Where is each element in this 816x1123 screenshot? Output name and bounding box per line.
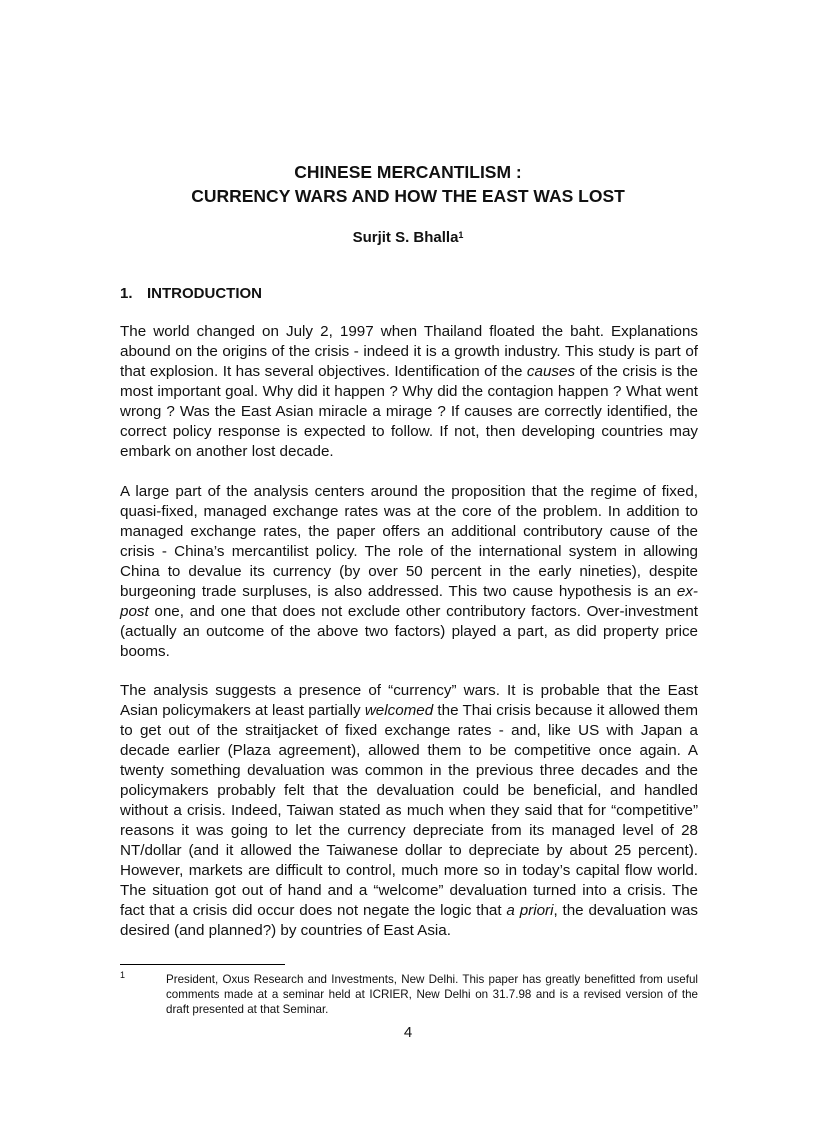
author-footnote-ref[interactable]: 1 xyxy=(458,230,464,240)
section-heading xyxy=(120,284,262,304)
paragraph-text: The world changed on July 2, 1997 when Thailand floated the baht. Explanations abound on the origins of the crisis - indeed it is a growth industry. This study is part of that explosion. It has several objectives. Identification of the xyxy=(120,323,698,380)
footnote-text: President, Oxus Research and Investments, New Delhi. This paper has greatly benefitted from useful comments made at a seminar held at ICRIER, New Delhi on 31.7.98 and is a revised version of the draft presented at that Seminar. xyxy=(166,973,698,1016)
body-paragraph-1 xyxy=(120,322,698,462)
section-title: INTRODUCTION xyxy=(147,285,262,302)
body-paragraph-3 xyxy=(120,681,698,941)
italic-term: welcomed xyxy=(364,702,434,719)
italic-term: ex-post xyxy=(120,583,698,620)
footnote-mark: 1 xyxy=(120,970,126,980)
footnote-divider xyxy=(120,964,285,965)
paragraph-text: , the devaluation was desired (and planned?) by countries of East Asia. xyxy=(120,902,698,939)
author-line xyxy=(0,228,816,248)
section-number: 1. xyxy=(120,285,133,302)
italic-term: a priori xyxy=(506,902,554,919)
paper-title-line-1: CHINESE MERCANTILISM : xyxy=(294,162,522,182)
paper-title xyxy=(0,160,816,208)
paragraph-text: of the crisis is the most important goal. Why did it happen ? Why did the contagion happen ? What went wrong ? Was the East Asian miracle a mirage ? If causes are correctly identified, the correct policy response is expected to follow. If not, then developing countries may embark on another lost decade. xyxy=(120,363,698,460)
paragraph-text: one, and one that does not exclude other contributory factors. Over-investment (actually an outcome of the above two factors) played a part, as did property price booms. xyxy=(120,603,698,660)
paper-title-line-2: CURRENCY WARS AND HOW THE EAST WAS LOST xyxy=(191,186,625,206)
body-paragraph-2 xyxy=(120,482,698,662)
paragraph-text: A large part of the analysis centers around the proposition that the regime of fixed, quasi-fixed, managed exchange rates was at the core of the problem. In addition to managed exchange rates, the paper offers an additional contributory cause of the crisis - China’s mercantilist policy. The role of the international system in allowing China to devalue its currency (by over 50 percent in the early nineties), despite burgeoning trade surpluses, is also addressed. This two cause hypothesis is an xyxy=(120,483,698,600)
page-number: 4 xyxy=(403,1024,413,1041)
italic-term: causes xyxy=(526,363,576,380)
paragraph-text: the Thai crisis because it allowed them to get out of the straitjacket of fixed exchange rates - and, like US with Japan a decade earlier (Plaza agreement), allowed them to be competitive once again. A twenty something devaluation was common in the previous three decades and the policymakers probably felt that the devaluation could be beneficial, and handled without a crisis. Indeed, Taiwan stated as much when they said that for “competitive” reasons it was going to let the currency depreciate from its managed level of 28 NT/dollar (and it allowed the Taiwanese dollar to depreciate by about 25 percent). However, markets are difficult to control, much more so in today’s capital flow world. The situation got out of hand and a “welcome” devaluation turned into a crisis. The fact that a crisis did occur does not negate the logic that xyxy=(120,702,698,919)
author-name: Surjit S. Bhalla xyxy=(352,229,459,246)
paragraph-text: The analysis suggests a presence of “currency” wars. It is probable that the East Asian policymakers at least partially xyxy=(120,682,698,719)
